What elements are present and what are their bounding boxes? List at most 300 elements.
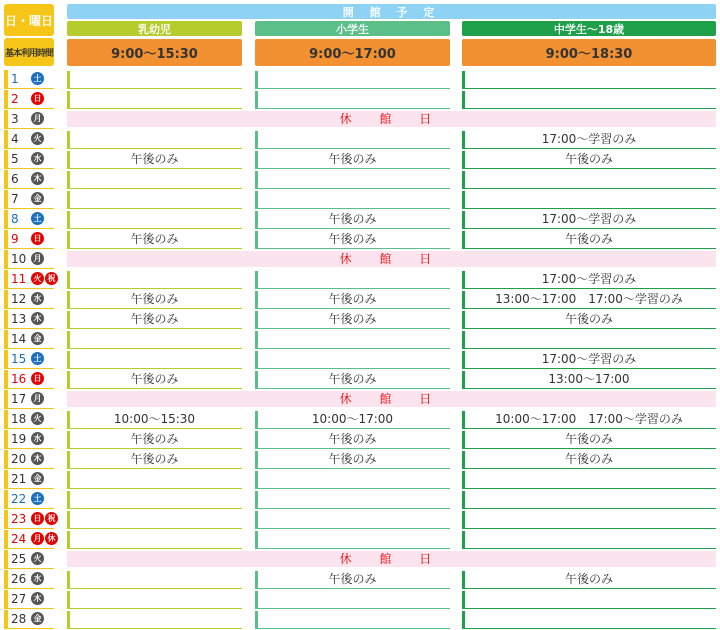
day-marker <box>4 290 8 308</box>
weekday-badge: 月 <box>31 252 44 265</box>
schedule-cell <box>255 89 450 109</box>
day-marker <box>4 410 8 428</box>
cell-text: 午後のみ <box>564 572 613 586</box>
day-number: 18 <box>11 412 27 426</box>
weekday-badge: 月 <box>31 392 44 405</box>
schedule-cell <box>462 149 716 169</box>
cell-text: 午後のみ <box>328 152 377 166</box>
schedule-cell <box>67 329 242 349</box>
cell-text: 午後のみ <box>130 232 179 246</box>
schedule-cell <box>67 69 242 89</box>
table-row <box>0 229 720 249</box>
schedule-cell <box>67 509 242 529</box>
weekday-badge: 火 <box>31 412 44 425</box>
weekday-badge: 火 <box>31 132 44 145</box>
schedule-cell <box>255 569 450 589</box>
closed-day-banner: 休 館 日 <box>67 251 716 267</box>
day-marker <box>4 430 8 448</box>
schedule-cell <box>462 609 716 629</box>
cell-text <box>462 609 716 629</box>
schedule-cell <box>67 369 242 389</box>
schedule-cell <box>67 309 242 329</box>
day-marker <box>4 190 8 208</box>
cell-text <box>255 69 450 89</box>
cell-text <box>462 509 716 529</box>
cell-text: 13:00～17:00 17:00～学習のみ <box>495 292 683 306</box>
schedule-cell <box>462 349 716 369</box>
schedule-cell <box>255 309 450 329</box>
table-row <box>0 409 720 429</box>
schedule-cell <box>462 429 716 449</box>
schedule-cell <box>462 529 716 549</box>
weekday-badges <box>31 512 58 525</box>
cell-text <box>462 529 716 549</box>
schedule-cell <box>255 269 450 289</box>
weekday-badge: 金 <box>31 612 44 625</box>
cell-text: 午後のみ <box>130 312 179 326</box>
cell-text <box>255 509 450 529</box>
day-marker <box>4 490 8 508</box>
cell-text: 午後のみ <box>564 452 613 466</box>
cell-text <box>462 469 716 489</box>
day-number: 28 <box>11 612 27 626</box>
cell-text <box>255 589 450 609</box>
schedule-cell <box>67 449 242 469</box>
schedule-cell <box>255 449 450 469</box>
day-marker <box>4 310 8 328</box>
table-row <box>0 129 720 149</box>
weekday-badges <box>31 352 44 365</box>
table-row <box>0 369 720 389</box>
schedule-cell <box>67 409 242 429</box>
day-number: 19 <box>11 432 27 446</box>
schedule-cell <box>462 69 716 89</box>
day-number: 20 <box>11 452 27 466</box>
weekday-badge: 月 <box>31 532 44 545</box>
day-number: 7 <box>11 192 19 206</box>
cell-text: 午後のみ <box>130 292 179 306</box>
table-row <box>0 69 720 89</box>
day-marker <box>4 110 8 128</box>
day-number: 23 <box>11 512 27 526</box>
table-row <box>0 209 720 229</box>
schedule-cell <box>67 289 242 309</box>
day-number: 27 <box>11 592 27 606</box>
cell-text <box>67 569 242 589</box>
cell-text <box>67 169 242 189</box>
schedule-cell <box>67 589 242 609</box>
hours-junior-high-18: 9:00～18:30 <box>462 39 716 66</box>
weekday-badges <box>31 192 44 205</box>
weekday-badge: 月 <box>31 112 44 125</box>
weekday-badge: 祝 <box>45 512 58 525</box>
opening-plan-header: 開 館 予 定 <box>67 4 716 19</box>
cell-text <box>462 69 716 89</box>
cell-text: 午後のみ <box>564 152 613 166</box>
table-row <box>0 569 720 589</box>
schedule-cell <box>255 349 450 369</box>
table-row <box>0 149 720 169</box>
day-marker <box>4 570 8 588</box>
day-number: 6 <box>11 172 19 186</box>
cell-text: 午後のみ <box>130 432 179 446</box>
hours-infants: 9:00～15:30 <box>67 39 242 66</box>
day-marker <box>4 350 8 368</box>
cell-text <box>255 189 450 209</box>
day-number: 22 <box>11 492 27 506</box>
cell-text <box>67 329 242 349</box>
schedule-cell <box>462 589 716 609</box>
weekday-badge: 水 <box>31 292 44 305</box>
hours-elementary: 9:00～17:00 <box>255 39 450 66</box>
weekday-badges <box>31 252 44 265</box>
schedule-cell <box>462 509 716 529</box>
weekday-badges <box>31 332 44 345</box>
weekday-badge: 祝 <box>45 272 58 285</box>
table-row <box>0 389 720 409</box>
day-number: 2 <box>11 92 19 106</box>
day-marker <box>4 250 8 268</box>
day-number: 4 <box>11 132 19 146</box>
cell-text: 午後のみ <box>130 152 179 166</box>
schedule-cell <box>67 429 242 449</box>
cell-text <box>462 189 716 209</box>
schedule-cell <box>255 229 450 249</box>
schedule-cell <box>462 89 716 109</box>
cell-text: 午後のみ <box>328 292 377 306</box>
schedule-cell <box>462 129 716 149</box>
table-row <box>0 589 720 609</box>
cell-text: 午後のみ <box>328 212 377 226</box>
schedule-cell <box>462 409 716 429</box>
cell-text <box>462 169 716 189</box>
cell-text <box>67 589 242 609</box>
schedule-cell <box>67 609 242 629</box>
schedule-cell <box>67 469 242 489</box>
cell-text: 17:00～学習のみ <box>541 352 637 366</box>
day-number: 15 <box>11 352 27 366</box>
weekday-badge: 土 <box>31 72 44 85</box>
cell-text: 午後のみ <box>328 372 377 386</box>
weekday-badge: 木 <box>31 452 44 465</box>
day-marker <box>4 370 8 388</box>
weekday-badge: 日 <box>31 232 44 245</box>
cell-text <box>255 329 450 349</box>
weekday-badge: 火 <box>31 552 44 565</box>
table-row <box>0 509 720 529</box>
cell-text <box>255 169 450 189</box>
cell-text <box>67 489 242 509</box>
schedule-cell <box>462 489 716 509</box>
weekday-badge: 土 <box>31 212 44 225</box>
weekday-badge: 火 <box>31 272 44 285</box>
table-row <box>0 249 720 269</box>
cell-text: 午後のみ <box>564 232 613 246</box>
weekday-badges <box>31 572 44 585</box>
cell-text <box>255 469 450 489</box>
weekday-badges <box>31 212 44 225</box>
weekday-badge: 土 <box>31 492 44 505</box>
day-marker <box>4 550 8 568</box>
day-marker <box>4 510 8 528</box>
day-number: 3 <box>11 112 19 126</box>
weekday-badges <box>31 152 44 165</box>
weekday-badges <box>31 392 44 405</box>
schedule-cell <box>462 569 716 589</box>
schedule-cell <box>255 469 450 489</box>
schedule-cell <box>67 89 242 109</box>
schedule-cell <box>255 489 450 509</box>
schedule-cell <box>462 269 716 289</box>
day-marker <box>4 170 8 188</box>
weekday-badge: 日 <box>31 92 44 105</box>
cell-text <box>255 529 450 549</box>
weekday-badge: 日 <box>31 372 44 385</box>
schedule-cell <box>67 529 242 549</box>
cell-text: 10:00～15:30 <box>113 412 196 426</box>
cell-text <box>462 589 716 609</box>
table-row <box>0 329 720 349</box>
schedule-cell <box>255 189 450 209</box>
day-marker <box>4 150 8 168</box>
schedule-cell <box>255 429 450 449</box>
day-marker <box>4 90 8 108</box>
day-number: 1 <box>11 72 19 86</box>
column-header-junior-high-18: 中学生～18歳 <box>462 21 716 36</box>
schedule-cell <box>462 369 716 389</box>
cell-text <box>462 329 716 349</box>
cell-text <box>255 269 450 289</box>
cell-text <box>67 129 242 149</box>
weekday-badge: 水 <box>31 152 44 165</box>
day-marker <box>4 270 8 288</box>
weekday-badges <box>31 372 44 385</box>
weekday-badge: 木 <box>31 312 44 325</box>
weekday-badge: 水 <box>31 432 44 445</box>
schedule-cell <box>255 409 450 429</box>
basic-hours-header: 基本利用時間 <box>4 38 54 66</box>
day-number: 13 <box>11 312 27 326</box>
schedule-cell <box>255 129 450 149</box>
cell-text: 午後のみ <box>564 432 613 446</box>
weekday-badge: 金 <box>31 332 44 345</box>
table-row <box>0 269 720 289</box>
weekday-badges <box>31 492 44 505</box>
schedule-cell <box>67 129 242 149</box>
schedule-cell <box>255 289 450 309</box>
closed-day-banner: 休 館 日 <box>67 391 716 407</box>
weekday-badges <box>31 72 44 85</box>
weekday-badges <box>31 292 44 305</box>
weekday-badges <box>31 552 44 565</box>
cell-text <box>67 189 242 209</box>
schedule-cell <box>67 189 242 209</box>
cell-text <box>255 609 450 629</box>
weekday-badges <box>31 312 44 325</box>
column-header-elementary: 小学生 <box>255 21 450 36</box>
day-number: 10 <box>11 252 27 266</box>
schedule-cell <box>255 369 450 389</box>
cell-text: 17:00～学習のみ <box>541 272 637 286</box>
day-marker <box>4 590 8 608</box>
weekday-badges <box>31 532 58 545</box>
cell-text: 午後のみ <box>328 232 377 246</box>
day-marker <box>4 530 8 548</box>
day-column-header: 日・曜日 <box>4 4 54 36</box>
cell-text: 10:00～17:00 <box>311 412 394 426</box>
day-number: 12 <box>11 292 27 306</box>
cell-text <box>67 269 242 289</box>
schedule-cell <box>462 469 716 489</box>
day-marker <box>4 70 8 88</box>
cell-text: 17:00～学習のみ <box>541 212 637 226</box>
table-row <box>0 449 720 469</box>
table-row <box>0 549 720 569</box>
cell-text: 17:00～学習のみ <box>541 132 637 146</box>
cell-text: 午後のみ <box>328 572 377 586</box>
day-marker <box>4 450 8 468</box>
cell-text: 午後のみ <box>328 432 377 446</box>
schedule-cell <box>255 149 450 169</box>
weekday-badges <box>31 472 44 485</box>
day-number: 21 <box>11 472 27 486</box>
schedule-cell <box>255 509 450 529</box>
weekday-badge: 木 <box>31 172 44 185</box>
schedule-cell <box>462 229 716 249</box>
schedule-cell <box>67 269 242 289</box>
schedule-cell <box>67 149 242 169</box>
schedule-cell <box>67 169 242 189</box>
cell-text <box>255 129 450 149</box>
table-row <box>0 529 720 549</box>
day-number: 11 <box>11 272 27 286</box>
day-number: 5 <box>11 152 19 166</box>
day-marker <box>4 230 8 248</box>
day-number: 17 <box>11 392 27 406</box>
schedule-cell <box>255 609 450 629</box>
day-number: 26 <box>11 572 27 586</box>
weekday-badge: 木 <box>31 592 44 605</box>
schedule-cell <box>255 169 450 189</box>
cell-text <box>67 509 242 529</box>
schedule-cell <box>462 289 716 309</box>
weekday-badge: 水 <box>31 572 44 585</box>
day-number: 24 <box>11 532 27 546</box>
table-row <box>0 429 720 449</box>
weekday-badge: 休 <box>45 532 58 545</box>
cell-text <box>255 349 450 369</box>
schedule-cell <box>255 529 450 549</box>
day-marker <box>4 130 8 148</box>
schedule-cell <box>462 329 716 349</box>
day-marker <box>4 390 8 408</box>
schedule-cell <box>462 189 716 209</box>
weekday-badges <box>31 612 44 625</box>
weekday-badges <box>31 132 44 145</box>
day-marker <box>4 330 8 348</box>
closed-day-banner: 休 館 日 <box>67 551 716 567</box>
weekday-badges <box>31 232 44 245</box>
cell-text: 10:00～17:00 17:00～学習のみ <box>495 412 683 426</box>
cell-text <box>67 529 242 549</box>
schedule-cell <box>462 169 716 189</box>
cell-text: 午後のみ <box>564 312 613 326</box>
cell-text <box>462 489 716 509</box>
column-header-infants: 乳幼児 <box>67 21 242 36</box>
schedule-cell <box>255 329 450 349</box>
day-marker <box>4 610 8 628</box>
cell-text: 13:00～17:00 <box>548 372 630 386</box>
cell-text <box>255 89 450 109</box>
table-row <box>0 309 720 329</box>
day-number: 9 <box>11 232 19 246</box>
day-number: 8 <box>11 212 19 226</box>
cell-text: 午後のみ <box>328 312 377 326</box>
cell-text <box>462 89 716 109</box>
schedule-cell <box>255 209 450 229</box>
cell-text <box>67 349 242 369</box>
table-row <box>0 109 720 129</box>
cell-text <box>67 609 242 629</box>
schedule-cell <box>67 229 242 249</box>
weekday-badges <box>31 412 44 425</box>
table-row <box>0 89 720 109</box>
weekday-badges <box>31 432 44 445</box>
table-row <box>0 349 720 369</box>
cell-text <box>67 89 242 109</box>
schedule-cell <box>67 349 242 369</box>
closed-day-banner: 休 館 日 <box>67 111 716 127</box>
cell-text <box>255 489 450 509</box>
day-marker <box>4 210 8 228</box>
weekday-badges <box>31 272 58 285</box>
day-marker <box>4 470 8 488</box>
table-row <box>0 289 720 309</box>
cell-text: 午後のみ <box>130 372 179 386</box>
schedule-cell <box>462 309 716 329</box>
table-row <box>0 469 720 489</box>
schedule-cell <box>67 569 242 589</box>
weekday-badges <box>31 92 44 105</box>
schedule-cell <box>67 209 242 229</box>
day-number: 14 <box>11 332 27 346</box>
cell-text: 午後のみ <box>130 452 179 466</box>
weekday-badge: 土 <box>31 352 44 365</box>
day-number: 25 <box>11 552 27 566</box>
weekday-badge: 金 <box>31 472 44 485</box>
weekday-badges <box>31 172 44 185</box>
table-row <box>0 489 720 509</box>
table-row <box>0 609 720 629</box>
weekday-badges <box>31 452 44 465</box>
weekday-badge: 金 <box>31 192 44 205</box>
cell-text <box>67 469 242 489</box>
schedule-cell <box>67 489 242 509</box>
table-row <box>0 189 720 209</box>
table-row <box>0 169 720 189</box>
schedule-cell <box>255 69 450 89</box>
weekday-badges <box>31 112 44 125</box>
schedule-cell <box>462 449 716 469</box>
schedule-cell <box>255 589 450 609</box>
cell-text <box>67 69 242 89</box>
weekday-badges <box>31 592 44 605</box>
cell-text: 午後のみ <box>328 452 377 466</box>
weekday-badge: 日 <box>31 512 44 525</box>
day-number: 16 <box>11 372 27 386</box>
cell-text <box>67 209 242 229</box>
schedule-cell <box>462 209 716 229</box>
